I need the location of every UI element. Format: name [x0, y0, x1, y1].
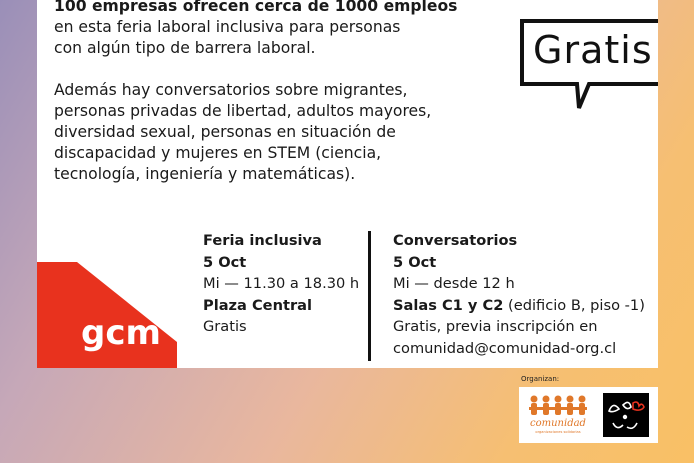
feria-place: Plaza Central	[203, 296, 312, 314]
gratis-badge-text: Gratis	[533, 28, 653, 72]
feria-price: Gratis	[203, 318, 247, 335]
feria-title: Feria inclusiva	[203, 232, 322, 249]
intro-line: con algún tipo de barrera laboral.	[54, 39, 316, 57]
logo-text: gcm	[81, 313, 161, 353]
gcm-logo-icon	[37, 262, 177, 368]
hands-logo-icon	[603, 393, 649, 437]
organizers-label: Organizan:	[521, 375, 560, 383]
intro-lead: 100 empresas ofrecen cerca de 1000 empleos	[54, 0, 458, 15]
intro-line: en esta feria laboral inclusiva para personas	[54, 18, 401, 36]
conversatorios-time: Mi — desde 12 h	[393, 275, 515, 292]
comunidad-logo-text: comunidad	[530, 418, 586, 429]
conversatorios-email[interactable]: comunidad@comunidad-org.cl	[393, 339, 617, 357]
conversatorios-info	[393, 230, 645, 359]
conversatorios-title: Conversatorios	[393, 232, 518, 249]
conversatorios-date: 5 Oct	[393, 253, 437, 271]
conversatorios-place-bold: Salas C1 y C2	[393, 296, 504, 314]
intro-line: tecnología, ingeniería y matemáticas).	[54, 165, 356, 183]
feria-date: 5 Oct	[203, 253, 247, 271]
column-divider	[368, 231, 371, 361]
intro-paragraph-2	[54, 80, 474, 185]
intro-line: discapacidad y mujeres en STEM (ciencia,	[54, 144, 382, 162]
poster-card	[37, 0, 658, 368]
intro-line: diversidad sexual, personas en situación de	[54, 123, 396, 141]
intro-line: personas privadas de libertad, adultos mayores,	[54, 102, 432, 120]
conversatorios-place	[393, 295, 645, 317]
intro-text	[54, 0, 474, 185]
comunidad-logo-icon	[527, 393, 589, 435]
feria-info	[203, 230, 359, 338]
conversatorios-note: Gratis, previa inscripción en	[393, 318, 598, 335]
intro-line: Además hay conversatorios sobre migrantes,	[54, 81, 408, 99]
comunidad-logo-subtext: organizaciones solidarias	[535, 430, 581, 434]
conversatorios-place-rest: (edificio B, piso -1)	[503, 296, 645, 314]
sponsor-logos	[519, 387, 658, 443]
feria-time: Mi — 11.30 a 18.30 h	[203, 275, 360, 292]
